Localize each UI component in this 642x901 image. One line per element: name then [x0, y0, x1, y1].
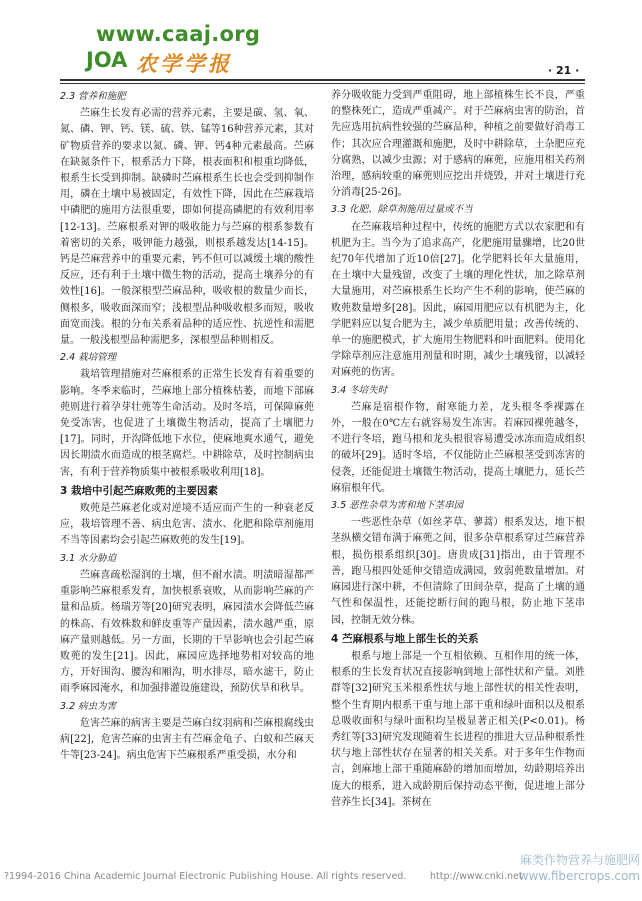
paragraph: 苎麻喜疏松湿润的土壤，但不耐水渍。明渍暗湿都严重影响苎麻根系发育，加快根系衰败，从而影响苎麻的产量和品质。杨瑞芳等[20]研究表明，麻园渍水会降低苎麻的株高、有效株数和鲜皮重等产量因素，渍水越严重，原麻产量则越低。另一方面，长期的干旱影响也会引起苎麻败蔸的发生[21]。因此，麻园应选择地势相对较高的地方，开好围沟、腰沟和厢沟，明水排尽，暗水滤干，防止雨季麻园淹水，和加强排灌设施建设，预防伏旱和秋旱。	[60, 569, 314, 695]
paragraph: 危害苎麻的病害主要是苎麻白纹羽病和苎麻根腐线虫病[22]，危害苎麻的虫害主有苎麻金龟子、白蚁和苎麻天牛等[23-24]。病虫危害下苎麻根系严重受损，水分和	[60, 717, 314, 762]
chapter-heading: 3 栽培中引起苎麻败蔸的主要因素	[60, 484, 218, 497]
right-column	[331, 88, 585, 811]
journal-header	[0, 0, 642, 86]
section-heading: 3.5 恶性杂草为害和地下茎串园	[331, 500, 464, 512]
paragraph: 苎麻生长发育必需的营养元素，主要是碳、氢、氧、氮、磷、钾、钙、镁、硫、铁、锰等16种营养元素，其对矿物质营养的要求以氮、磷、钾、钙4种元素最高。苎麻在缺氮条件下，根系活力下降，根表面积和根重均降低，根系生长受到抑制。缺磷时苎麻根系生长也会受到抑制作用，磷在土壤中易被固定，有效性下降，因此在苎麻栽培中磷肥的施用方法很重要，即如何提高磷肥的有效利用率[12-13]。苎麻根系对钾的吸收能力与苎麻的根系参数有着密切的关系，吸钾能力越强，则根系越发达[14-15]。钙是苎麻营养中的重要元素，钙不但可以减缓土壤的酸性反应，还有利于土壤中微生物的活动，提高土壤养分的有效性[16]。一般深根型苎麻品种，吸收根的数量少而长，侧根多，吸收面深而窄；浅根型品种吸收根多而短，吸收面宽而浅。根的分布关系着品种的适应性、抗逆性和需肥量。一般浅根型品种需肥多，深根型品种则相反。	[60, 108, 314, 347]
paragraph: 在苎麻栽培种过程中，传统的施肥方式以农家肥和有机肥为主。当今为了追求高产，化肥施用量骤增，比20世纪70年代增加了近10倍[27]。化学肥料长年大量施用，在土壤中大量残留，改变了土壤的理化性状，加之除草剂大量施用，对苎麻根系生长均产生不利的影响，使苎麻的败蔸数量增多[28]。因此，麻园用肥应以有机肥为主，化学肥料应以复合肥为主，减少单质肥用量；改善传统的、单一的施肥模式，扩大施用生物肥料和叶面肥料。使用化学除草剂应注意施用剂量和时期，减少土壤残留，以减轻对麻蔸的伤害。	[331, 221, 585, 379]
left-column	[60, 88, 314, 764]
section-heading: 3.4 冬培失时	[331, 384, 388, 396]
page-number: · 21 ·	[548, 64, 580, 77]
journal-title-cn: 农学学报	[136, 52, 232, 76]
paragraph: 一些恶性杂草（如丝茅草、蓼蒿）根系发达，地下根茎纵横交错布满于麻蔸之间，很多杂草根系穿过苎麻营养根，损伤根系组织[30]。唐贵成[31]指出，由于管理不善，跑马根四处延伸交错造成满园，致弱蔸数量增加。对麻园进行深中耕，不但清除了田间杂草，提高了土壤的通气性和保温性，还能挖断行间的跑马根，防止地下茎串园，控制无效分株。	[331, 517, 585, 626]
cnki-link[interactable]: http://www.cnki.net	[430, 871, 523, 882]
chapter-heading: 4 苎麻根系与地上部生长的关系	[331, 632, 479, 645]
section-heading: 2.3 营养和施肥	[60, 91, 126, 102]
watermark-line2: www.fibercrops.com	[518, 869, 640, 883]
page-footer	[0, 868, 642, 888]
copyright-text: ?1994-2016 China Academic Journal Electronic Publishing House. All rights reserved.	[4, 871, 407, 882]
paragraph: 根系与地上部是一个互相依赖、互相作用的统一体，根系的生长发育状况直接影响到地上部性状和产量。刘胜群等[32]研究玉米根系性状与地上部性状的相关性表明，整个生育期内根系干重与地上部干重和绿叶面积以及根系总吸收面积与绿叶面积均呈极显著正相关(P<0.01)。杨秀红等[33]研究发现随着生长进程的推进大豆品种根系性状与地上部性状存在显著的相关关系。对于多年生作物而言，剑麻地上部干重随麻龄的增加而增加，幼龄期培养出庞大的根系，进入成龄期后保持动态平衡，促进地上部分营养生长[34]。茶树在	[331, 650, 585, 808]
paragraph: 败蔸是苎麻老化或对逆境不适应而产生的一种衰老反应，栽培管理不善、病虫危害、渍水、化肥和除草剂施用不当等因素均会引起苎麻败蔸的发生[19]。	[60, 503, 314, 547]
section-heading: 3.1 水分胁迫	[60, 552, 117, 564]
section-heading: 3.2 病虫为害	[60, 700, 117, 712]
journal-logo: JOA	[86, 48, 128, 72]
watermark-line1: 麻类作物营养与施肥网	[519, 853, 640, 867]
journal-url: www.caaj.org	[96, 22, 261, 46]
section-heading: 2.4 栽培管理	[60, 352, 117, 364]
paragraph: 栽培管理措施对苎麻根系的正常生长发育有着重要的影响。冬季来临时，苎麻地上部分植株枯萎，而地下部麻蔸则进行着孕芽壮蔸等生命活动。及时冬培，可保障麻蔸免受冻害，也促进了土壤微生物活动，提高了土壤肥力[17]。同时，开沟降低地下水位，使麻地爽水通气，避免因长期渍水而造成的根茎腐烂。中耕除草，及时控制病虫害，有利于营养物质集中被根系吸收利用[18]。	[60, 369, 314, 478]
header-rule	[60, 79, 585, 81]
paragraph: 养分吸收能力受到严重阻碍，地上部植株生长不良，严重的整株死亡，造成严重减产。对于苎麻病虫害的防治，首先应选用抗病性较强的苎麻品种，种植之前要做好消毒工作；其次应合理灌溉和施肥，及时中耕除草，土杂肥应充分腐熟，以减少虫源；对于感病的麻蔸，应施用相关药剂治理，感病较重的麻蔸则应挖出并烧毁，并对土壤进行充分消毒[25-26]。	[331, 90, 585, 199]
section-heading: 3.3 化肥、除草剂施用过量或不当	[331, 204, 473, 216]
header-rule-thin	[60, 83, 585, 84]
paragraph: 苎麻是宿根作物，耐寒能力差，龙头根冬季裸露在外，一般在0℃左右就容易发生冻害。若麻园裸蔸越冬，不进行冬培，跑马根和龙头根很容易遭受冰冻而造成组织的破坏[29]。适时冬培，不仅能防止苎麻根茎受到冻害的侵袭，还能促进土壤微生物活动，提高土壤肥力，延长苎麻宿根年代。	[331, 401, 585, 494]
